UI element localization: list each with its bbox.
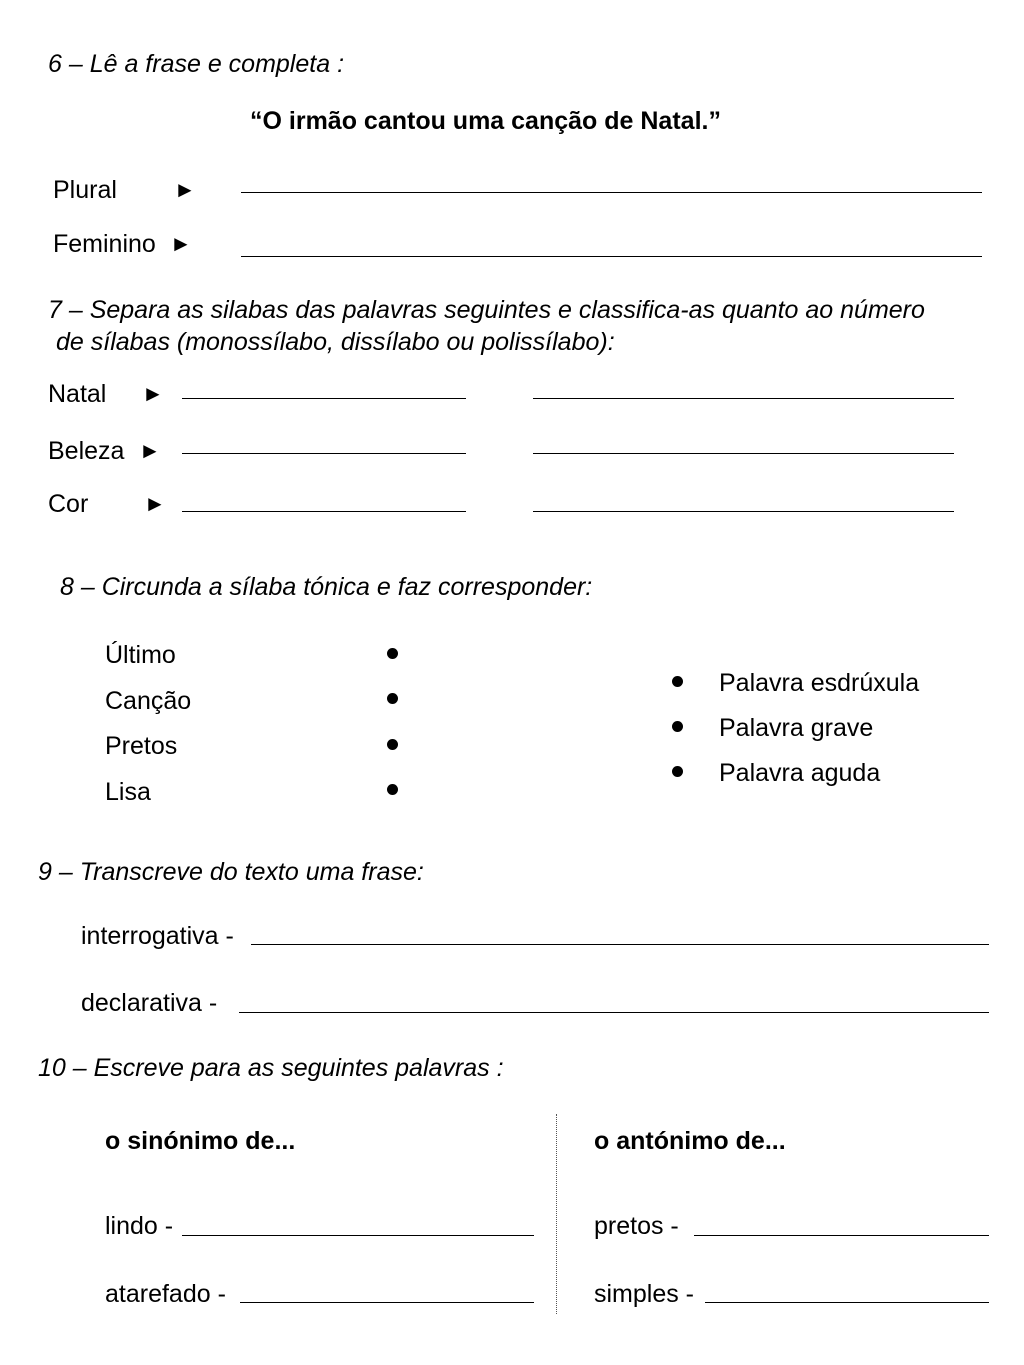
- q10-synonym-label: lindo -: [105, 1212, 174, 1240]
- q7-heading-line1: 7 – Separa as silabas das palavras seguintes e classifica-as quanto ao número: [48, 296, 925, 324]
- q9-declarativa-line[interactable]: [239, 1012, 989, 1013]
- q6-sentence: “O irmão cantou uma canção de Natal.”: [250, 107, 721, 135]
- q10-antonym-label: simples -: [594, 1280, 695, 1308]
- column-divider: [556, 1114, 557, 1314]
- bullet-icon[interactable]: [387, 784, 398, 795]
- q6-feminino-label: Feminino: [53, 230, 156, 258]
- q7-beleza-syllables-line[interactable]: [182, 453, 466, 454]
- q7-cor-class-line[interactable]: [533, 511, 954, 512]
- q10-atarefado-line[interactable]: [240, 1302, 534, 1303]
- q8-option: Palavra esdrúxula: [719, 669, 920, 697]
- q8-heading: 8 – Circunda a sílaba tónica e faz corresponder:: [60, 573, 593, 601]
- q9-declarativa-label: declarativa -: [81, 989, 218, 1017]
- q7-cor-syllables-line[interactable]: [182, 511, 466, 512]
- q8-word: Último: [105, 641, 176, 669]
- bullet-icon[interactable]: [672, 721, 683, 732]
- q8-option: Palavra grave: [719, 714, 874, 742]
- q7-natal-syllables-line[interactable]: [182, 398, 466, 399]
- bullet-icon[interactable]: [672, 766, 683, 777]
- bullet-icon[interactable]: [387, 648, 398, 659]
- q6-plural-label: Plural: [53, 176, 117, 204]
- q6-feminino-answer-line[interactable]: [241, 256, 982, 257]
- q10-synonym-label: atarefado -: [105, 1280, 226, 1308]
- arrow-icon: ►: [144, 491, 166, 516]
- arrow-icon: ►: [170, 231, 192, 256]
- q10-antonym-label: pretos -: [594, 1212, 679, 1240]
- q7-word-beleza: Beleza: [48, 437, 125, 465]
- q8-word: Canção: [105, 687, 192, 715]
- arrow-icon: ►: [142, 381, 164, 406]
- q10-synonym-title: o sinónimo de...: [105, 1127, 296, 1155]
- q10-lindo-line[interactable]: [182, 1235, 534, 1236]
- q10-heading: 10 – Escreve para as seguintes palavras :: [38, 1054, 504, 1082]
- arrow-icon: ►: [139, 438, 161, 463]
- q8-word: Lisa: [105, 778, 151, 806]
- q8-option: Palavra aguda: [719, 759, 881, 787]
- q9-heading: 9 – Transcreve do texto uma frase:: [38, 858, 424, 886]
- q8-word: Pretos: [105, 732, 178, 760]
- bullet-icon[interactable]: [672, 676, 683, 687]
- q6-plural-answer-line[interactable]: [241, 192, 982, 193]
- q7-word-natal: Natal: [48, 380, 107, 408]
- bullet-icon[interactable]: [387, 739, 398, 750]
- q9-interrogativa-line[interactable]: [251, 944, 989, 945]
- bullet-icon[interactable]: [387, 693, 398, 704]
- q6-heading: 6 – Lê a frase e completa :: [48, 50, 345, 78]
- q7-word-cor: Cor: [48, 490, 89, 518]
- q9-interrogativa-label: interrogativa -: [81, 922, 234, 950]
- q10-pretos-line[interactable]: [694, 1235, 989, 1236]
- q7-heading-line2: de sílabas (monossílabo, dissílabo ou polissílabo):: [56, 328, 615, 356]
- q7-beleza-class-line[interactable]: [533, 453, 954, 454]
- arrow-icon: ►: [174, 177, 196, 202]
- q7-natal-class-line[interactable]: [533, 398, 954, 399]
- q10-simples-line[interactable]: [705, 1302, 989, 1303]
- q10-antonym-title: o antónimo de...: [594, 1127, 786, 1155]
